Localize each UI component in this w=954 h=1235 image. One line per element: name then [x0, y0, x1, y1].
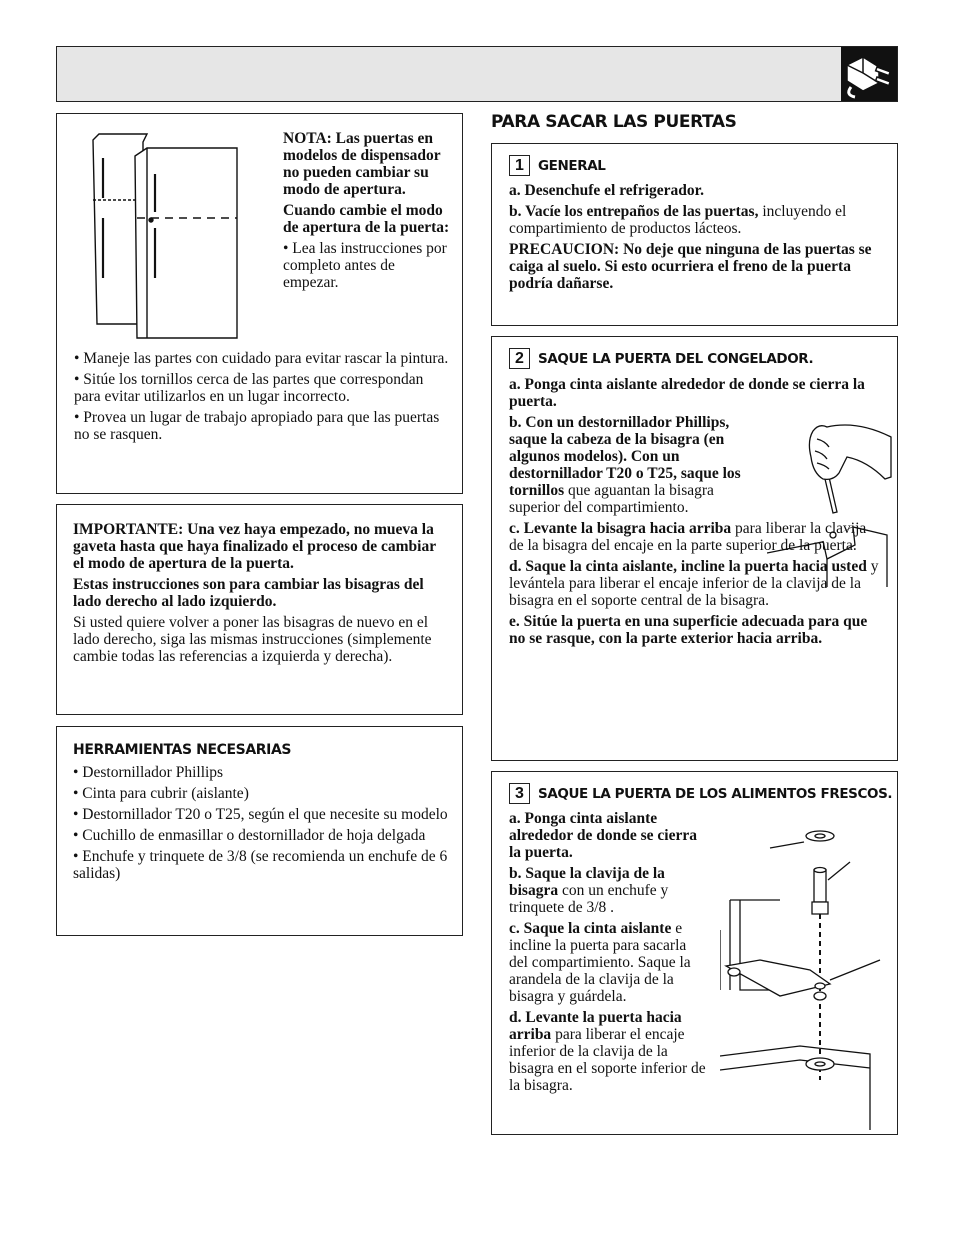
step-instruction: b. Vacíe los entrepaños de las puertas, incluyendo el compartimiento de productos lácteos. — [509, 203, 847, 237]
list-item: • Maneje las partes con cuidado para evitar rascar la pintura. — [74, 350, 449, 367]
note-text — [283, 130, 451, 295]
list-item: • Cuchillo de enmasillar o destornillador de hoja delgada — [73, 827, 426, 844]
section-title: PARA SACAR LAS PUERTAS — [491, 112, 737, 132]
important-box — [56, 504, 463, 715]
step-instruction: c. Saque la cinta aislante e incline la puerta para sacarla del compartimiento. Saque la arandela de la clavija de la bisagra y guárdela. — [509, 920, 691, 1005]
step-title: SAQUE LA PUERTA DE LOS ALIMENTOS FRESCOS. — [538, 785, 893, 802]
note-bullet-list — [74, 350, 450, 447]
important-paragraph: Estas instrucciones son para cambiar las bisagras del lado derecho al lado izquierdo. — [73, 576, 424, 610]
step-instruction: d. Levante la puerta hacia arriba para liberar el encaje inferior de la clavija de la bisagra en el soporte inferior de la bisagra. — [509, 1009, 706, 1094]
step-instruction: d. Saque la cinta aislante, incline la puerta hacia usted y levántela para liberar el encaje inferior de la clavija de la bisagra en el soporte central de la bisagra. — [509, 558, 879, 609]
step-instruction: b. Con un destornillador Phillips, saque la cabeza de la bisagra (en algunos modelos). Con un destornillador T20 o T25, saque los tornillos que aguantan la bisagra superior del compartimiento. — [509, 414, 741, 516]
list-item: • Provea un lugar de trabajo apropiado para que las puertas no se rasquen. — [74, 409, 440, 443]
step-title: GENERAL — [538, 157, 606, 174]
refrigerator-illustration — [87, 128, 277, 348]
step-title: SAQUE LA PUERTA DEL CONGELADOR. — [538, 350, 814, 367]
header-bar — [56, 46, 898, 102]
step-instruction: e. Sitúe la puerta en una superficie adecuada para que no se rasque, con la parte exterior hacia arriba. — [509, 613, 868, 647]
list-item: • Enchufe y trinquete de 3/8 (se recomienda un enchufe de 6 salidas) — [73, 848, 448, 882]
step-instruction: a. Ponga cinta aislante alrededor de donde se cierra la puerta. — [509, 810, 697, 861]
step-number: 2 — [509, 348, 530, 369]
note-paragraph: NOTA: Las puertas en modelos de dispensador no pueden cambiar su modo de apertura. — [283, 130, 441, 198]
step-instruction: c. Levante la bisagra hacia arriba para liberar la clavija de la bisagra del encaje en la parte superior de la puerta. — [509, 520, 867, 554]
step-instruction: b. Saque la clavija de la bisagra con un enchufe y trinquete de 3/8 . — [509, 865, 669, 916]
step-number: 3 — [509, 783, 530, 804]
step-instruction: a. Desenchufe el refrigerador. — [509, 182, 704, 199]
tools-box — [56, 726, 463, 936]
important-paragraph: Si usted quiere volver a poner las bisagras de nuevo en el lado derecho, siga las mismas instrucciones (simplemente cambie todas las referencias a izquierda y derecha). — [73, 614, 432, 665]
tools-title: HERRAMIENTAS NECESARIAS — [73, 742, 292, 758]
list-item: • Sitúe los tornillos cerca de las partes que correspondan para evitar utilizarlos en un lugar incorrecto. — [74, 371, 424, 405]
step-1-box — [491, 143, 898, 326]
step-3-box — [491, 771, 898, 1135]
step-2-box — [491, 336, 898, 761]
note-box — [56, 113, 463, 494]
list-item: • Destornillador Phillips — [73, 764, 224, 781]
list-item: • Cinta para cubrir (aislante) — [73, 785, 249, 802]
step-instruction: a. Ponga cinta aislante alrededor de donde se cierra la puerta. — [509, 376, 865, 410]
important-paragraph: IMPORTANTE: Una vez haya empezado, no mueva la gaveta hasta que haya finalizado el proceso de cambiar el modo de apertura de la puerta. — [73, 521, 436, 572]
list-item: • Destornillador T20 o T25, según el que necesite su modelo — [73, 806, 448, 823]
read-first-bullet: • Lea las instrucciones por completo antes de empezar. — [283, 240, 447, 291]
caution-text: PRECAUCION: No deje que ninguna de las puertas se caiga al suelo. Si esto ocurriera el freno de la puerta podría dañarse. — [509, 241, 872, 292]
plug-icon — [841, 47, 897, 101]
step-number: 1 — [509, 155, 530, 176]
note-paragraph: Cuando cambie el modo de apertura de la puerta: — [283, 202, 450, 236]
